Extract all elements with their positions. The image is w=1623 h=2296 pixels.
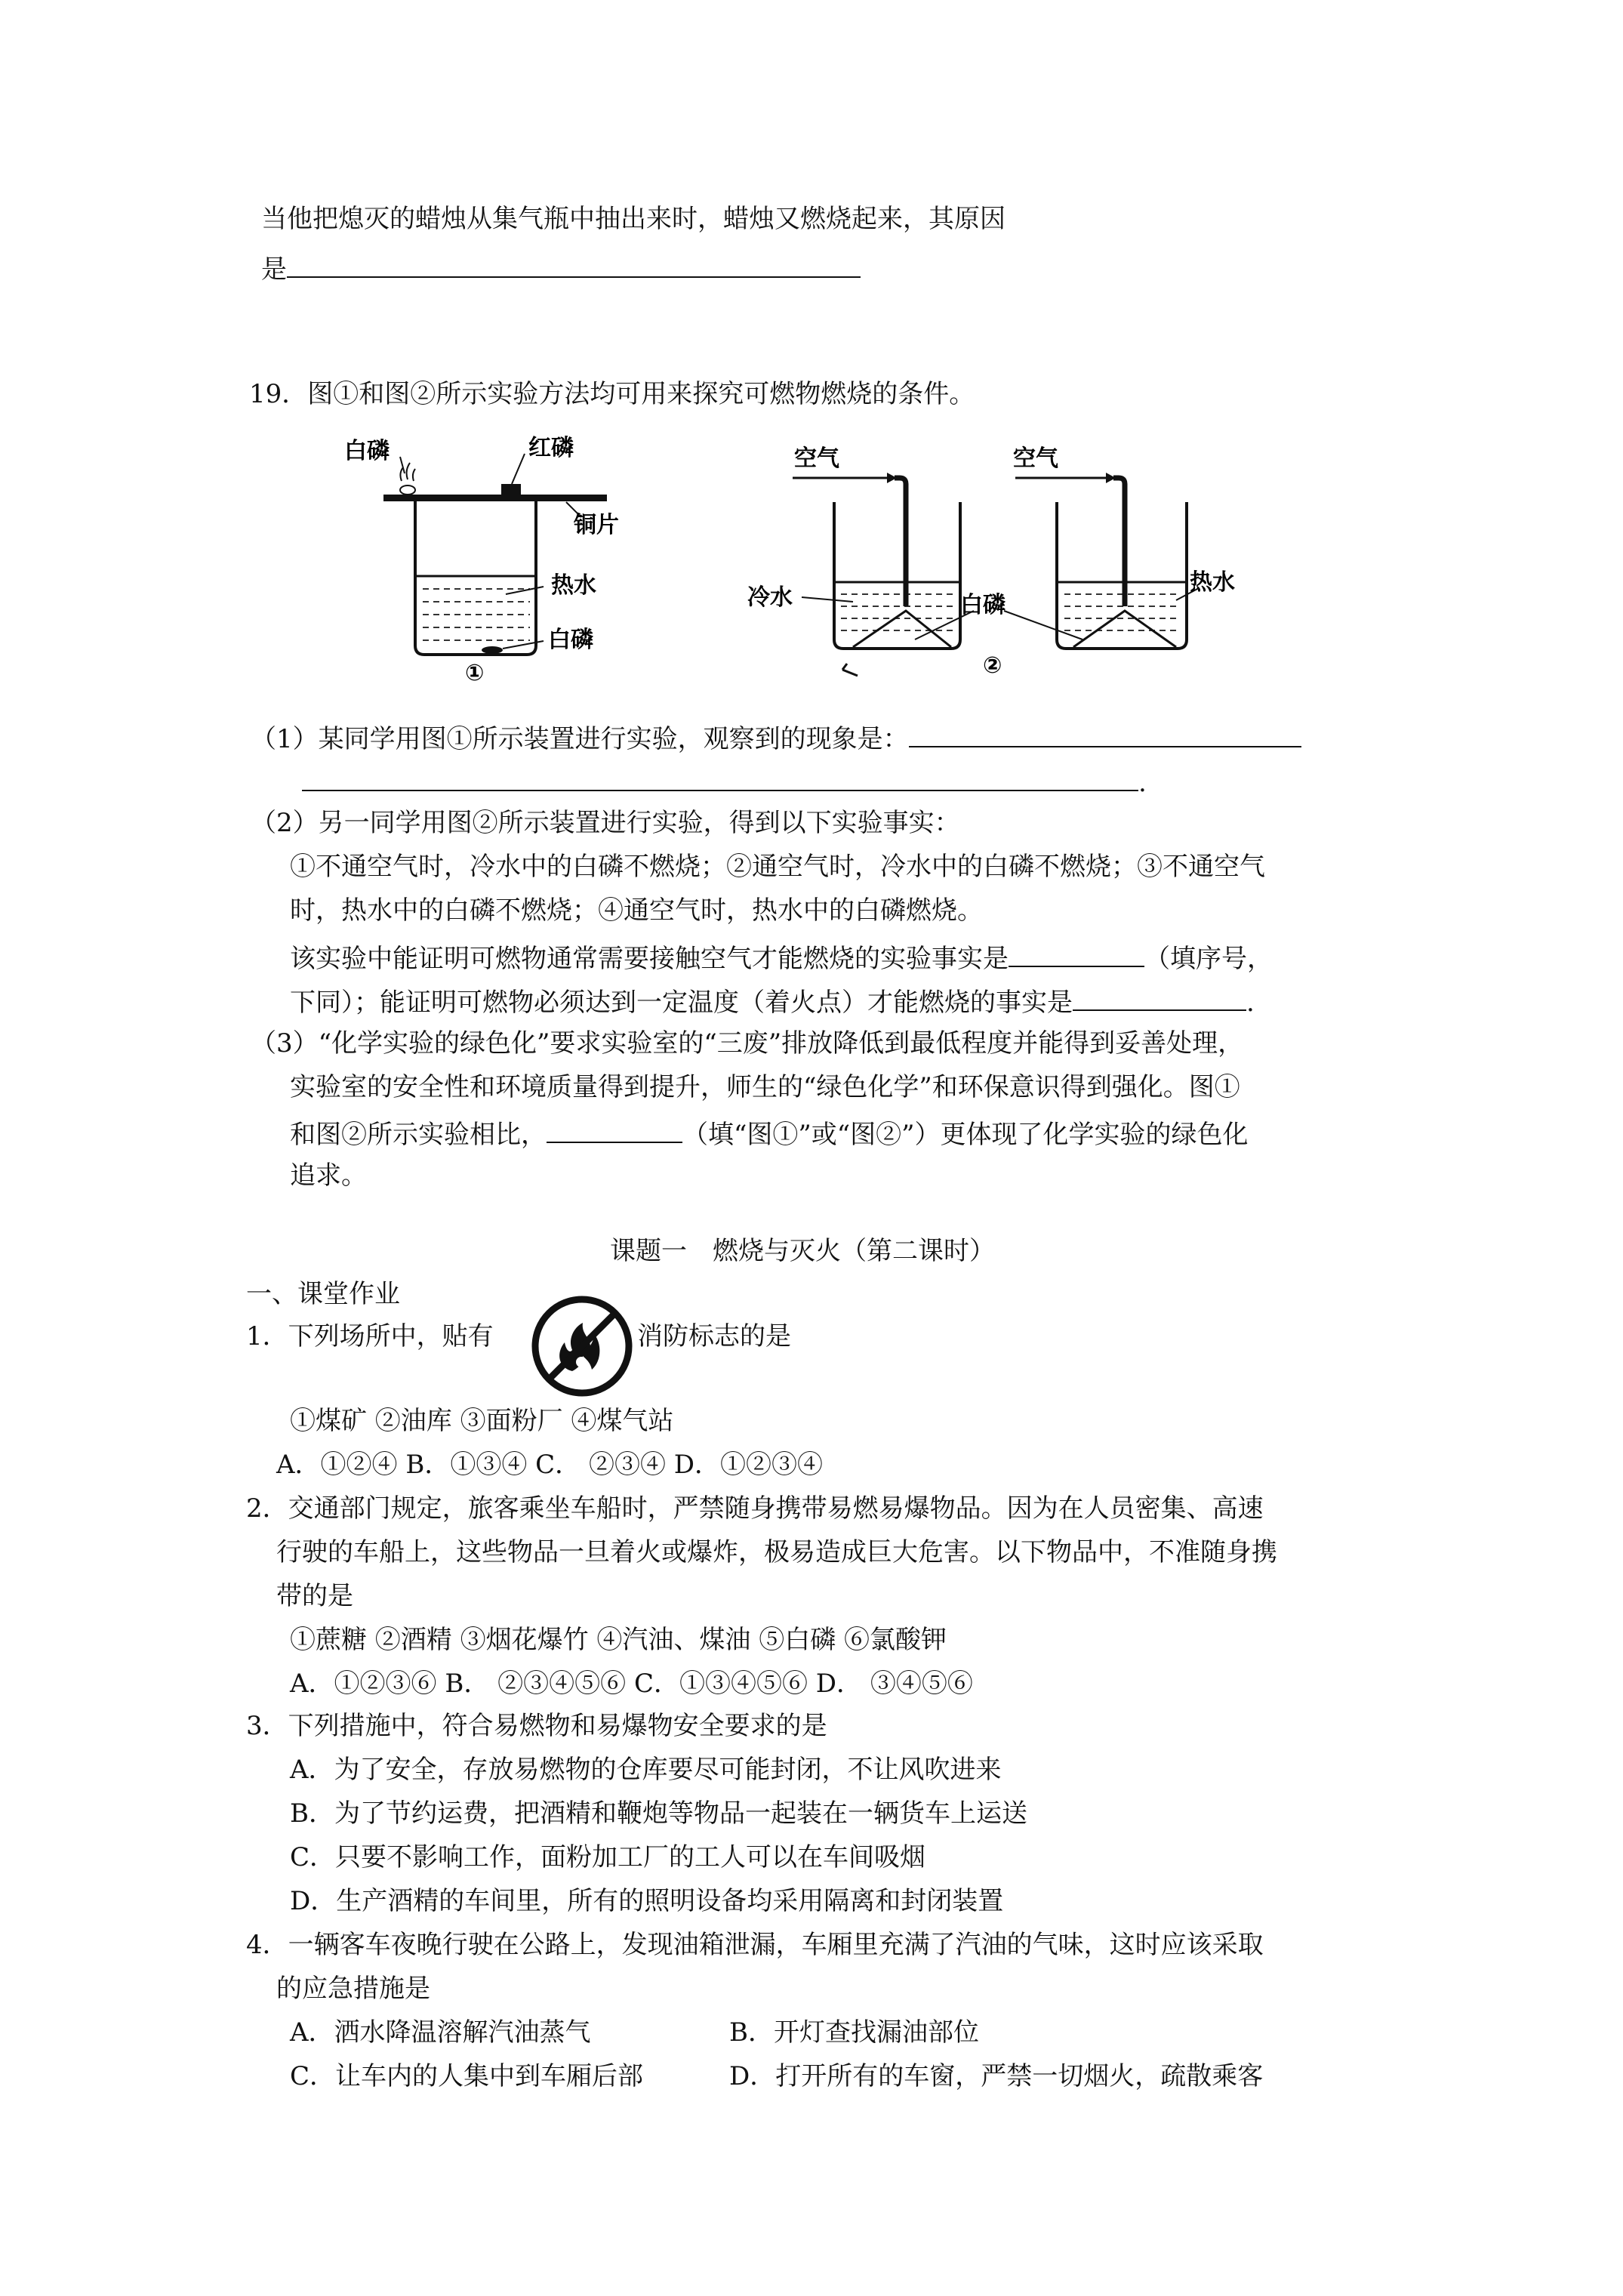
- fig1-label-white-p-top: 白磷: [344, 438, 390, 464]
- q3-option-a: A．为了安全，存放易燃物的仓库要尽可能封闭，不让风吹进来: [290, 1755, 1002, 1785]
- q2-options: A．①②③⑥ B． ②③④⑤⑥ C．①③④⑤⑥ D． ③④⑤⑥: [290, 1669, 973, 1699]
- q1-items: ①煤矿 ②油库 ③面粉厂 ④煤气站: [290, 1406, 674, 1436]
- q4-option-a: A．洒水降温溶解汽油蒸气: [290, 2017, 591, 2048]
- fig1-number: ①: [465, 660, 485, 686]
- section-heading: 一、课堂作业: [246, 1279, 400, 1309]
- q19-p1-text: （1）某同学用图①所示装置进行实验，观察到的现象是：: [251, 724, 909, 754]
- q2-items: ①蔗糖 ②酒精 ③烟花爆竹 ④汽油、煤油 ⑤白磷 ⑥氯酸钾: [290, 1625, 947, 1655]
- q4-line-1: 4．一辆客车夜晚行驶在公路上，发现油箱泄漏，车厢里充满了汽油的气味，这时应该采取: [246, 1930, 1264, 1960]
- q19-p3-l3-tail: （填“图①”或“图②”）更体现了化学实验的绿色化: [682, 1120, 1249, 1150]
- q19-p2-l4-text: 下同）；能证明可燃物必须达到一定温度（着火点）才能燃烧的事实是: [290, 988, 1073, 1018]
- q19-p3-l3-text: 和图②所示实验相比，: [290, 1120, 547, 1150]
- q19-part-3-line-3: [290, 1114, 1249, 1151]
- q19-stem: 19．图①和图②所示实验方法均可用来探究可燃物燃烧的条件。: [249, 379, 975, 409]
- q1-options: A．①②④ B．①③④ C． ②③④ D．①②③④: [276, 1450, 824, 1480]
- fig2-number: ②: [983, 652, 1002, 679]
- q2-line-2: 行驶的车船上，这些物品一旦着火或爆炸，极易造成巨大危害。以下物品中，不准随身携: [276, 1537, 1277, 1567]
- q2-line-3: 带的是: [276, 1581, 353, 1611]
- q19-p2-l4-tail: .: [1246, 988, 1255, 1018]
- fig2-label-hot-water: 热水: [1190, 569, 1235, 596]
- q2-line-1: 2．交通部门规定，旅客乘坐车船时，严禁随身携带易燃易爆物品。因为在人员密集、高速: [246, 1493, 1264, 1524]
- q19-part-2-line-4: [290, 982, 1255, 1019]
- q19-part-1: [251, 719, 1301, 756]
- q1-stem-b: 消防标志的是: [637, 1321, 791, 1351]
- q19-p1-blank-1[interactable]: [909, 719, 1301, 747]
- q18-answer-blank[interactable]: [287, 249, 861, 278]
- q19-p2-l3-text: 该实验中能证明可燃物通常需要接触空气才能燃烧的实验事实是: [290, 944, 1009, 974]
- q19-part-1-cont: [302, 763, 1147, 800]
- q3-option-c: C．只要不影响工作，面粉加工厂的工人可以在车间吸烟: [290, 1842, 926, 1872]
- lesson-title: 课题一 燃烧与灭火（第二课时）: [610, 1236, 995, 1266]
- q3-option-b: B．为了节约运费，把酒精和鞭炮等物品一起装在一辆货车上运送: [290, 1798, 1027, 1829]
- q19-part-3-line-2: 实验室的安全性和环境质量得到提升，师生的“绿色化学”和环保意识得到强化。图①: [290, 1072, 1240, 1102]
- q18-line-1: 当他把熄灭的蜡烛从集气瓶中抽出来时，蜡烛又燃烧起来，其原因: [261, 204, 1006, 234]
- q19-p2-blank-temp[interactable]: [1073, 982, 1246, 1011]
- q4-line-2: 的应急措施是: [276, 1974, 430, 2004]
- q18-line-2-text: 是: [261, 254, 287, 285]
- q19-p1-blank-2[interactable]: [302, 763, 1138, 791]
- figure-1-apparatus: [317, 427, 664, 687]
- q3-option-d: D．生产酒精的车间里，所有的照明设备均采用隔离和封闭装置: [290, 1886, 1004, 1916]
- q19-part-3-line-4: 追求。: [290, 1160, 367, 1191]
- fig2-label-cold-water: 冷水: [747, 584, 793, 611]
- fig2-label-air-left: 空气: [794, 445, 839, 472]
- fig1-label-hot-water: 热水: [551, 572, 596, 599]
- fig1-label-white-p-bottom: 白磷: [548, 627, 593, 653]
- fig2-label-air-right: 空气: [1013, 445, 1058, 472]
- figure-2-apparatus: [725, 427, 1253, 687]
- fig1-label-red-p: 红磷: [528, 435, 574, 461]
- q4-option-b: B．开灯查找漏油部位: [729, 2017, 979, 2048]
- fig2-label-white-p: 白磷: [960, 592, 1006, 618]
- q19-p2-l3-tail: （填序号，: [1144, 944, 1273, 974]
- q18-line-2: [261, 249, 861, 286]
- q19-p3-blank[interactable]: [547, 1114, 682, 1143]
- q19-part-2-line-3: [290, 938, 1273, 975]
- q3-stem: 3．下列措施中，符合易燃物和易爆物安全要求的是: [246, 1711, 827, 1741]
- no-fire-sign-icon: [528, 1293, 636, 1400]
- q19-part-2-lead: （2）另一同学用图②所示装置进行实验，得到以下实验事实：: [251, 808, 960, 838]
- q1-stem-a: 1．下列场所中，贴有: [246, 1321, 494, 1351]
- q4-option-d: D．打开所有的车窗，严禁一切烟火，疏散乘客: [729, 2061, 1264, 2091]
- q19-part-2-line-1: ①不通空气时，冷水中的白磷不燃烧；②通空气时，冷水中的白磷不燃烧；③不通空气: [290, 852, 1265, 882]
- q19-part-2-line-2: 时，热水中的白磷不燃烧；④通空气时，热水中的白磷燃烧。: [290, 895, 983, 926]
- q19-p2-blank-air[interactable]: [1009, 938, 1144, 967]
- fig1-label-copper: 铜片: [574, 512, 619, 538]
- q4-option-c: C．让车内的人集中到车厢后部: [290, 2061, 644, 2091]
- q19-p1-end: .: [1138, 768, 1147, 798]
- q19-part-3-line-1: （3）“化学实验的绿色化”要求实验室的“三废”排放降低到最低程度并能得到妥善处理，: [251, 1028, 1244, 1059]
